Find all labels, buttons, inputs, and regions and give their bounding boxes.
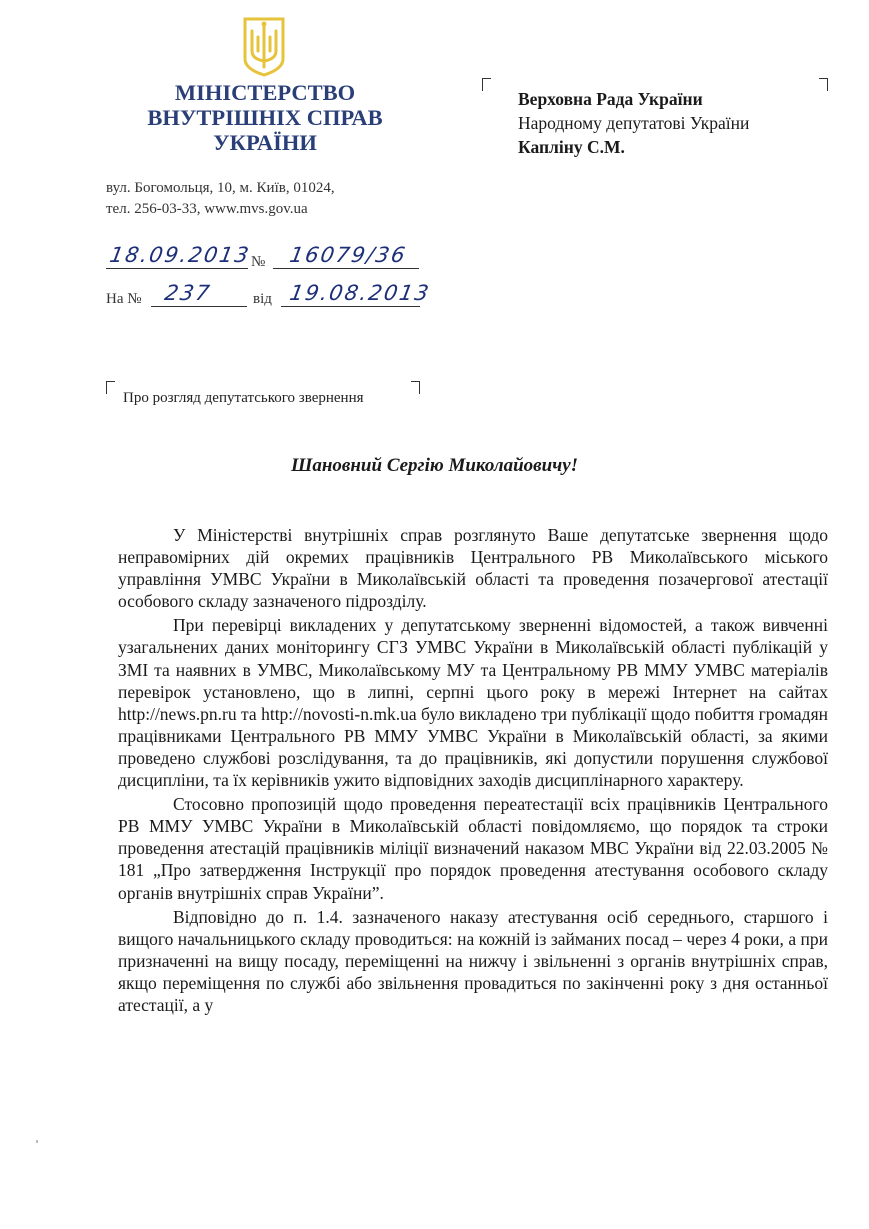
address-line: вул. Богомольця, 10, м. Київ, 01024, bbox=[106, 180, 335, 196]
ministry-line: МІНІСТЕРСТВО bbox=[174, 80, 356, 105]
number-label: № bbox=[251, 254, 266, 270]
paragraph: Стосовно пропозицій щодо проведення переатестації всіх працівників Центрального РВ ММУ УМВС України в Миколаївській області повідомляємо, що порядок та строки проведення атестацій працівників міліції визначений наказом МВС України від 22.03.2005 № 181 „Про затвердження Інструкції про порядок проведення атестування особового складу органів внутрішніх справ України”. bbox=[118, 794, 828, 903]
ref-date-underline bbox=[281, 306, 420, 307]
ref-number: 237 bbox=[162, 281, 214, 305]
outgoing-date: 18.09.2013 bbox=[107, 243, 253, 267]
recipient-corner-right bbox=[819, 78, 828, 91]
paragraph: Відповідно до п. 1.4. зазначеного наказу атестування осіб середнього, старшого і вищого начальницького складу проводиться: на кожній із займаних посад – через 4 роки, а при призначенні на вищу посаду, переміщенні на нижчу і звільненні з органів внутрішніх справ, якщо переміщення по службі або звільнення провадиться по закінченні року з дня останньої атестації, а у bbox=[118, 906, 828, 1015]
ref-date: 19.08.2013 bbox=[287, 281, 433, 305]
subject-corner-left bbox=[106, 381, 115, 394]
ministry-line: ВНУТРІШНІХ СПРАВ bbox=[147, 105, 383, 130]
paragraph: При перевірці викладених у депутатському зверненні відомостей, а також вивченні узагальнених даних моніторингу СГЗ УМВС України в Миколаївській області публікацій у ЗМІ та наявних в УМВС, Миколаївському МУ та Центральному РВ ММУ УМВС матеріалів перевірок установлено, що в липні, серпні цього року в мережі Інтернет на сайтах http://news.pn.ru та http://novosti-n.mk.ua було викладено три публікації щодо побиття громадян працівниками Центрального РВ ММУ УМВС України в Миколаївській області, за якими проведено службові розслідування, та до працівників, які допустили порушення службової дисципліни, та їх керівників ужито відповідних заходів дисциплінарного характеру. bbox=[118, 615, 828, 791]
subject-line: Про розгляд депутатського звернення bbox=[123, 390, 364, 406]
recipient-corner-left bbox=[482, 78, 491, 91]
outgoing-number: 16079/36 bbox=[287, 243, 409, 267]
ref-from-label: від bbox=[253, 291, 272, 307]
salutation: Шановний Сергію Миколайовичу! bbox=[290, 455, 579, 476]
recipient-name: Капліну С.М. bbox=[518, 137, 625, 157]
letter-body bbox=[118, 524, 828, 1018]
number-underline bbox=[273, 268, 419, 269]
recipient-title: Народному депутатові України bbox=[518, 113, 750, 133]
address-line: тел. 256-03-33, www.mvs.gov.ua bbox=[106, 201, 308, 217]
paragraph: У Міністерстві внутрішніх справ розглянуто Ваше депутатське звернення щодо неправомірних дій окремих працівників Центрального РВ Миколаївського міського управління УМВС України в Миколаївській області та проведення позачергової атестації особового складу зазначеного підрозділу. bbox=[118, 525, 828, 612]
scan-mark bbox=[36, 1140, 38, 1143]
recipient-org: Верховна Рада України bbox=[518, 89, 703, 109]
ministry-address bbox=[106, 178, 335, 220]
recipient-block bbox=[518, 87, 749, 159]
ministry-line: УКРАЇНИ bbox=[213, 130, 317, 155]
date-underline bbox=[106, 268, 248, 269]
ref-number-underline bbox=[151, 306, 247, 307]
subject-corner-right bbox=[411, 381, 420, 394]
ministry-name bbox=[100, 80, 430, 155]
trident-emblem-icon bbox=[241, 15, 287, 77]
ref-label: На № bbox=[106, 291, 142, 307]
